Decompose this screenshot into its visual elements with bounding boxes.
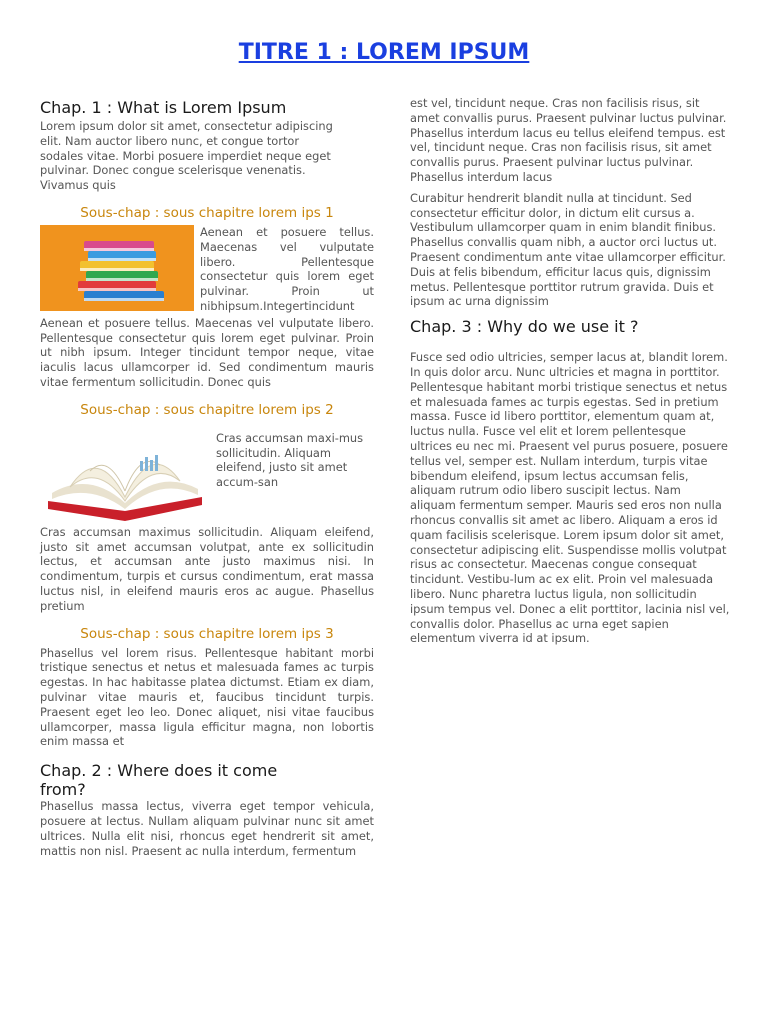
right-paragraph-1: est vel, tincidunt neque. Cras non facilisis risus, sit amet convallis purus. Praesent pulvinar luctus pulvinar. Phasellus interdum lacus eu tellus eleifend tempus. est vel, tincidunt neque. Cras non facilisis risus, sit amet convallis purus. Praesent pulvinar luctus pulvinar. Phasellus interdum lacus	[410, 96, 727, 184]
sub2-figure-row	[40, 431, 374, 521]
sub3-paragraph: Phasellus vel lorem risus. Pellentesque habitant morbi tristique senectus et netus et malesuada fames ac turpis egestas. In hac habitasse platea dictumst. Etiam ex diam, pulvinar vitae mauris et, faucibus tincidunt turpis. Praesent eget leo leo. Donec aliquet, nisi vitae faucibus ullamcorper, massa ligula efficitur magna, non lobortis enim massa et	[40, 645, 374, 749]
sub1-side-text: Aenean et posuere tellus. Maecenas vel vulputate libero. Pellentesque consectetur quis lorem eget pulvinar. Proin ut nibhipsum.Integertincidunt	[200, 224, 374, 313]
chap3-paragraph: Fusce sed odio ultricies, semper lacus at, blandit lorem. In quis dolor arcu. Nunc ultricies et magna in porttitor. Pellentesque habitant morbi tristique senectus et netus et malesuada fames ac turpis egestas. Sed in pretium massa. Fusce id libero porttitor, elementum quam at, luctus nulla. Fusce vel elit et lorem pellentesque ultrices eu nec mi. Praesent vel purus posuere, posuere tellus vel, semper est. Nullam interdum, turpis vitae bibendum eleifend, ipsum lectus accumsan felis, aliquam rutrum odio libero suscipit lectus. Nam aliquam fermentum semper. Mauris sed eros non nulla rhoncus convallis sit amet ac libero. Aliquam a eros id quam facilisis scelerisque. Lorem ipsum dolor sit amet, consectetur adipiscing elit. Suspendisse mollis volutpat risus ac consectetur. Maecenas congue consequat tincidunt. Vestibu-lum ac ex elit. Proin vel malesuada libero. Nunc pharetra luctus ligula, non sollicitudin ipsum tempus vel. Donec a elit porttitor, lacinia nisl vel, convallis dolor. Phasellus ac urna eget sapien elementum viverra id at ipsum.	[410, 350, 730, 646]
right-paragraph-2: Curabitur hendrerit blandit nulla at tincidunt. Sed consectetur efficitur dolor, in dictum elit cursus a. Vestibulum ullamcorper quam in enim blandit finibus. Phasellus convallis quam nibh, a auctor orci luctus ut. Praesent condimentum ante vitae ullamcorper efficitur. Duis at felis bibendum, efficitur lacus quis, dignissim metus. Pellentesque porttitor rutrum gravida. Duis et ipsum ac urna dignissim	[410, 190, 726, 309]
right-column	[410, 98, 730, 646]
books-stack-image	[40, 225, 194, 311]
sub1-heading: Sous-chap : sous chapitre lorem ips 1	[80, 204, 334, 221]
chap1-heading: Chap. 1 : What is Lorem Ipsum	[40, 98, 287, 117]
document-title: TITRE 1 : LOREM IPSUM	[238, 40, 530, 65]
sub1-paragraph: Aenean et posuere tellus. Maecenas vel vulputate libero. Pellentesque consectetur quis lorem eget pulvinar. Proin ut nibh ipsum. Integer tincidunt tempor neque, vitae iaculis lacus ullamcorper id. Sed condimentum mauris vitae fermentum sollicitudin. Donec quis	[40, 315, 374, 389]
sub2-heading: Sous-chap : sous chapitre lorem ips 2	[80, 401, 334, 418]
sub1-figure-row	[40, 225, 374, 314]
open-book-image	[40, 431, 210, 521]
chap2-heading: Chap. 2 : Where does it come from?	[40, 761, 278, 800]
left-column	[40, 98, 374, 858]
sub2-side-text: Cras accumsan maxi-mus sollicitudin. Aliquam eleifend, justo sit amet accum-san	[216, 430, 364, 490]
chap2-paragraph: Phasellus massa lectus, viverra eget tempor vehicula, posuere at lectus. Nullam aliquam pulvinar nunc sit amet ultrices. Nulla elit nisi, rhoncus eget hendrerit sit amet, mattis non nisl. Praesent ac nulla interdum, fermentum	[40, 799, 374, 858]
chap1-paragraph: Lorem ipsum dolor sit amet, consectetur adipiscing elit. Nam auctor libero nunc, et congue tortor sodales vitae. Morbi posuere imperdiet neque eget pulvinar. Donec congue scelerisque venenatis. Vivamus quis	[40, 119, 333, 193]
sub3-heading: Sous-chap : sous chapitre lorem ips 3	[80, 625, 334, 642]
chap3-heading: Chap. 3 : Why do we use it ?	[410, 317, 639, 337]
sub2-paragraph: Cras accumsan maximus sollicitudin. Aliquam eleifend, justo sit amet accumsan volutpat, ante ex sollicitudin lectus, et accumsan ante justo maximus nisi. In condimentum, turpis et cursus condimentum, erat massa luctus nisl, in eleifend mauris eros ac augue. Phasellus pretium	[40, 524, 374, 613]
